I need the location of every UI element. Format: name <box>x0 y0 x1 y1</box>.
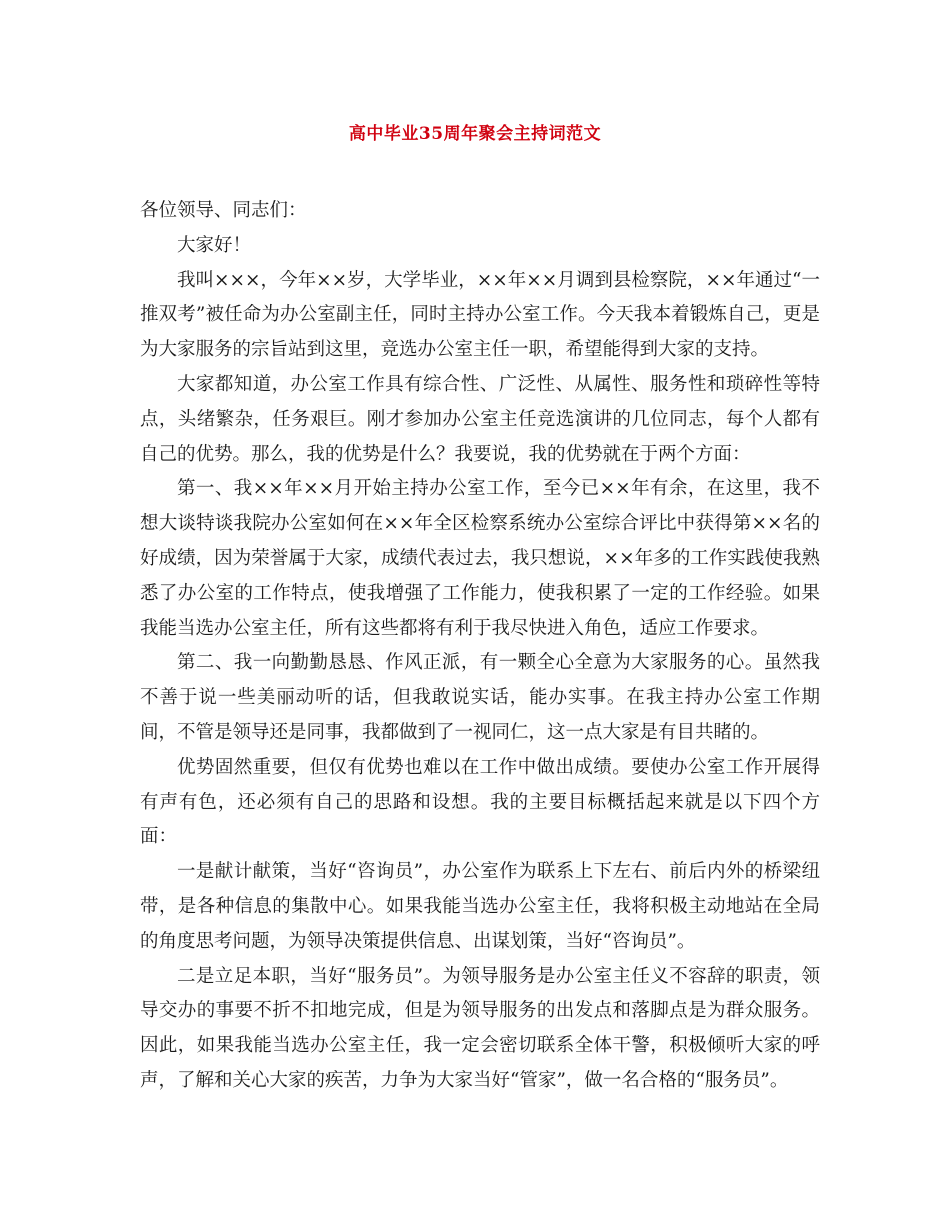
document-body <box>140 194 820 1099</box>
paragraph-goal-two: 二是立足本职，当好“服务员”。为领导服务是办公室主任义不容辞的职责，领导交办的事要不折不扣地完成，但是为领导服务的出发点和落脚点是为群众服务。因此，如果我能当选办公室主任，我一定会密切联系全体干警，积极倾听大家的呼声，了解和关心大家的疾苦，力争为大家当好“管家”，做一名合格的“服务员”。 <box>140 965 820 1091</box>
paragraph-office-nature: 大家都知道，办公室工作具有综合性、广泛性、从属性、服务性和琐碎性等特点，头绪繁杂，任务艰巨。刚才参加办公室主任竞选演讲的几位同志，每个人都有自己的优势。那么，我的优势是什么？我要说，我的优势就在于两个方面： <box>140 373 820 465</box>
paragraph-introduction: 我叫×××，今年××岁，大学毕业，××年××月调到县检察院，××年通过“一推双考”被任命为办公室副主任，同时主持办公室工作。今天我本着锻炼自己，更是为大家服务的宗旨站到这里，竞选办公室主任一职，希望能得到大家的支持。 <box>140 269 820 361</box>
paragraph-advantage-first: 第一、我××年××月开始主持办公室工作，至今已××年有余，在这里，我不想大谈特谈我院办公室如何在××年全区检察系统办公室综合评比中获得第××名的好成绩，因为荣誉属于大家，成绩代表过去，我只想说，××年多的工作实践使我熟悉了办公室的工作特点，使我增强了工作能力，使我积累了一定的工作经验。如果我能当选办公室主任，所有这些都将有利于我尽快进入角色，适应工作要求。 <box>140 478 820 639</box>
salutation: 各位领导、同志们： <box>140 200 307 221</box>
document-title: 高中毕业35周年聚会主持词范文 <box>348 124 602 144</box>
paragraph-advantage-second: 第二、我一向勤勤恳恳、作风正派，有一颗全心全意为大家服务的心。虽然我不善于说一些美丽动听的话，但我敢说实话，能办实事。在我主持办公室工作期间，不管是领导还是同事，我都做到了一视同仁，这一点大家是有目共睹的。 <box>140 652 820 743</box>
paragraph-greeting: 大家好！ <box>177 234 252 256</box>
paragraph-goal-one: 一是献计献策，当好“咨询员”，办公室作为联系上下左右、前后内外的桥梁纽带，是各种信息的集散中心。如果我能当选办公室主任，我将积极主动地站在全局的角度思考问题，为领导决策提供信息、出谋划策，当好“咨询员”。 <box>140 861 820 952</box>
paragraph-goals-intro: 优势固然重要，但仅有优势也难以在工作中做出成绩。要使办公室工作开展得有声有色，还必须有自己的思路和设想。我的主要目标概括起来就是以下四个方面： <box>140 756 820 848</box>
